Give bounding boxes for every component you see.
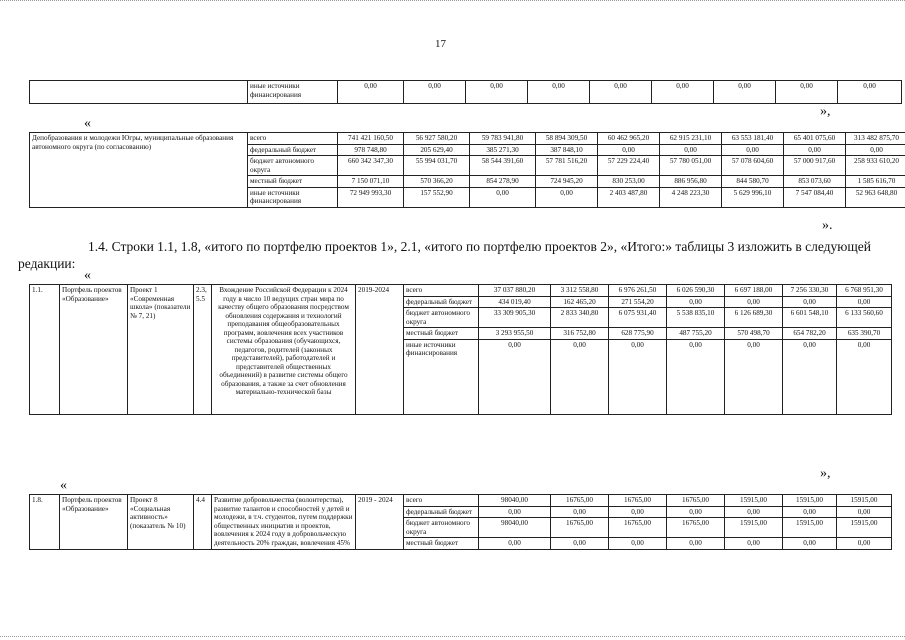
value-cell: 4 248 223,30: [660, 187, 722, 207]
value-cell: 0,00: [667, 339, 725, 414]
row-label: бюджет автономного округа: [404, 518, 479, 538]
value-cell: 98040,00: [479, 518, 551, 538]
value-cell: 7 256 330,30: [783, 285, 837, 297]
value-cell: 52 963 648,80: [846, 187, 905, 207]
value-cell: 16765,00: [609, 495, 667, 507]
value-cell: 16765,00: [551, 495, 609, 507]
table-row: [30, 133, 905, 145]
value-cell: 16765,00: [667, 495, 725, 507]
value-cell: 487 755,20: [667, 328, 725, 340]
value-cell: 0,00: [551, 506, 609, 518]
value-cell: 0,00: [338, 81, 404, 104]
value-cell: 1 585 616,70: [846, 176, 905, 188]
closing-quote-dot: ».: [822, 218, 833, 233]
value-cell: 628 775,90: [609, 328, 667, 340]
page-edge-bottom: [0, 634, 905, 637]
value-cell: 830 253,00: [598, 176, 660, 188]
value-cell: 0,00: [783, 339, 837, 414]
value-cell: 0,00: [784, 144, 846, 156]
portfolio-cell: Портфель проектов «Образование»: [60, 495, 128, 550]
value-cell: 15915,00: [725, 495, 783, 507]
value-cell: 15915,00: [837, 518, 892, 538]
value-cell: 0,00: [528, 81, 590, 104]
value-cell: 6 768 951,30: [837, 285, 892, 297]
table-project-1-8: [29, 494, 892, 550]
value-cell: 3 293 955,50: [479, 328, 551, 340]
value-cell: 0,00: [466, 81, 528, 104]
value-cell: 660 342 347,30: [338, 156, 404, 176]
value-cell: 0,00: [783, 506, 837, 518]
period-cell: 2019 - 2024: [356, 495, 404, 550]
value-cell: 313 482 875,70: [846, 133, 905, 145]
value-cell: 635 390,70: [837, 328, 892, 340]
row-label: всего: [404, 285, 479, 297]
value-cell: 0,00: [837, 296, 892, 308]
row-label: федеральный бюджет: [404, 296, 479, 308]
code-cell: 2.3, 5.5: [194, 285, 212, 415]
value-cell: 6 601 548,10: [783, 308, 837, 328]
value-cell: 57 078 604,60: [722, 156, 784, 176]
value-cell: 6 133 560,60: [837, 308, 892, 328]
project-cell: Проект 1 «Современная школа» (показатели № 7, 21): [128, 285, 194, 415]
empty-cell: [30, 81, 248, 104]
value-cell: 7 547 084,40: [784, 187, 846, 207]
value-cell: 0,00: [609, 538, 667, 550]
description-cell: Развитие добровольчества (волонтерства), развитие талантов и способностей у детей и молодежи, в т.ч. студентов, путем поддержки общественных инициатив и проектов, вовлечения к 2024 году в добровольческую деятельность 20% граждан, вовлечения 45%: [212, 495, 356, 550]
row-number: 1.1.: [30, 285, 60, 415]
value-cell: 0,00: [404, 81, 466, 104]
description-cell: Вхождение Российской Федерации к 2024 году в число 10 ведущих стран мира по качеству общего образования посредством обновления содержания и технологий преподавания общеобразовательных программ, вовлечения всех участников системы образования (обучающихся, педагогов, родителей (законных представителей), работодателей и представителей общественных объединений) в развитие системы общего образования, а также за счет обновления материально-технической базы: [212, 285, 356, 415]
value-cell: 0,00: [470, 187, 536, 207]
value-cell: 434 019,40: [479, 296, 551, 308]
value-cell: 6 976 261,50: [609, 285, 667, 297]
value-cell: 0,00: [551, 339, 609, 414]
value-cell: 6 126 689,30: [725, 308, 783, 328]
value-cell: 60 462 965,20: [598, 133, 660, 145]
row-label: иные источники финансирования: [404, 339, 479, 414]
value-cell: 65 401 075,60: [784, 133, 846, 145]
value-cell: 0,00: [837, 506, 892, 518]
value-cell: 59 783 941,80: [470, 133, 536, 145]
value-cell: 0,00: [846, 144, 905, 156]
value-cell: 0,00: [783, 538, 837, 550]
value-cell: 57 780 051,00: [660, 156, 722, 176]
value-cell: 0,00: [479, 506, 551, 518]
opening-quote: «: [84, 116, 91, 131]
value-cell: 0,00: [479, 339, 551, 414]
project-cell: Проект 8 «Социальная активность» (показатель № 10): [128, 495, 194, 550]
page-number: 17: [435, 38, 446, 50]
table-row: [30, 285, 892, 297]
value-cell: 55 994 031,70: [404, 156, 470, 176]
value-cell: 854 278,90: [470, 176, 536, 188]
value-cell: 15915,00: [783, 518, 837, 538]
value-cell: 162 465,20: [551, 296, 609, 308]
value-cell: 0,00: [776, 81, 838, 104]
value-cell: 72 949 993,30: [338, 187, 404, 207]
value-cell: 62 915 231,10: [660, 133, 722, 145]
table-row: [30, 495, 892, 507]
row-label: бюджет автономного округа: [404, 308, 479, 328]
value-cell: 0,00: [660, 144, 722, 156]
value-cell: 0,00: [725, 506, 783, 518]
value-cell: 844 580,70: [722, 176, 784, 188]
row-label: всего: [404, 495, 479, 507]
value-cell: 0,00: [590, 81, 652, 104]
value-cell: 15915,00: [783, 495, 837, 507]
value-cell: 654 782,20: [783, 328, 837, 340]
closing-quote: »,: [820, 466, 831, 481]
value-cell: 387 848,10: [536, 144, 598, 156]
period-cell: 2019-2024: [356, 285, 404, 415]
row-label: бюджет автономного округа: [248, 156, 338, 176]
value-cell: 570 366,20: [404, 176, 470, 188]
row-label: иные источники финансирования: [248, 187, 338, 207]
row-label: иные источники финансирования: [248, 81, 338, 104]
value-cell: 16765,00: [551, 518, 609, 538]
value-cell: 16765,00: [609, 518, 667, 538]
value-cell: 0,00: [837, 339, 892, 414]
value-cell: 271 554,20: [609, 296, 667, 308]
value-cell: 0,00: [551, 538, 609, 550]
instruction-paragraph: 1.4. Строки 1.1, 1.8, «итого по портфелю проектов 1», 2.1, «итого по портфелю проектов 2», «Итого:» таблицы 3 изложить в следующей редакции:: [18, 239, 871, 271]
value-cell: 57 229 224,40: [598, 156, 660, 176]
value-cell: 385 271,30: [470, 144, 536, 156]
value-cell: 978 748,80: [338, 144, 404, 156]
value-cell: 5 538 835,10: [667, 308, 725, 328]
opening-quote: «: [60, 478, 67, 493]
value-cell: 741 421 160,50: [338, 133, 404, 145]
value-cell: 0,00: [725, 339, 783, 414]
portfolio-cell: Портфель проектов «Образование»: [60, 285, 128, 415]
value-cell: 0,00: [714, 81, 776, 104]
value-cell: 0,00: [837, 538, 892, 550]
value-cell: 0,00: [479, 538, 551, 550]
value-cell: 258 933 610,20: [846, 156, 905, 176]
value-cell: 0,00: [667, 506, 725, 518]
value-cell: 157 552,90: [404, 187, 470, 207]
closing-quote: »,: [820, 104, 831, 119]
value-cell: 5 629 996,10: [722, 187, 784, 207]
value-cell: 98040,00: [479, 495, 551, 507]
value-cell: 56 927 580,20: [404, 133, 470, 145]
row-label: местный бюджет: [404, 538, 479, 550]
value-cell: 57 781 516,20: [536, 156, 598, 176]
code-cell: 4.4: [194, 495, 212, 550]
value-cell: 6 026 590,30: [667, 285, 725, 297]
row-label: местный бюджет: [248, 176, 338, 188]
row-label: местный бюджет: [404, 328, 479, 340]
value-cell: 2 403 487,80: [598, 187, 660, 207]
value-cell: 316 752,80: [551, 328, 609, 340]
value-cell: 15915,00: [725, 518, 783, 538]
table-row: [30, 81, 902, 104]
value-cell: 853 073,60: [784, 176, 846, 188]
value-cell: 37 037 880,20: [479, 285, 551, 297]
row-label: всего: [248, 133, 338, 145]
table-project-1-1: [29, 284, 892, 415]
value-cell: 0,00: [609, 506, 667, 518]
value-cell: 16765,00: [667, 518, 725, 538]
value-cell: 57 000 917,60: [784, 156, 846, 176]
value-cell: 3 312 558,80: [551, 285, 609, 297]
value-cell: 0,00: [783, 296, 837, 308]
value-cell: 0,00: [667, 538, 725, 550]
value-cell: 0,00: [598, 144, 660, 156]
value-cell: 0,00: [609, 339, 667, 414]
value-cell: 0,00: [725, 296, 783, 308]
value-cell: 0,00: [667, 296, 725, 308]
value-cell: 724 945,20: [536, 176, 598, 188]
value-cell: 0,00: [722, 144, 784, 156]
value-cell: 886 956,80: [660, 176, 722, 188]
row-number: 1.8.: [30, 495, 60, 550]
value-cell: 0,00: [652, 81, 714, 104]
table-funding-org: [29, 132, 905, 208]
value-cell: 0,00: [725, 538, 783, 550]
value-cell: 205 629,40: [404, 144, 470, 156]
row-label: федеральный бюджет: [404, 506, 479, 518]
value-cell: 570 498,70: [725, 328, 783, 340]
value-cell: 7 150 071,10: [338, 176, 404, 188]
row-label: федеральный бюджет: [248, 144, 338, 156]
opening-quote: «: [84, 268, 91, 283]
value-cell: 0,00: [536, 187, 598, 207]
value-cell: 33 309 905,30: [479, 308, 551, 328]
page-edge-top: [0, 0, 905, 3]
value-cell: 63 553 181,40: [722, 133, 784, 145]
value-cell: 58 894 309,50: [536, 133, 598, 145]
value-cell: 6 075 931,40: [609, 308, 667, 328]
table-fragment-top: [29, 80, 902, 104]
value-cell: 15915,00: [837, 495, 892, 507]
value-cell: 2 833 340,80: [551, 308, 609, 328]
value-cell: 0,00: [838, 81, 902, 104]
value-cell: 58 544 391,60: [470, 156, 536, 176]
org-cell: Депобразования и молодежи Югры, муниципальные образования автономного округа (по согласованию): [30, 133, 248, 208]
value-cell: 6 697 188,00: [725, 285, 783, 297]
